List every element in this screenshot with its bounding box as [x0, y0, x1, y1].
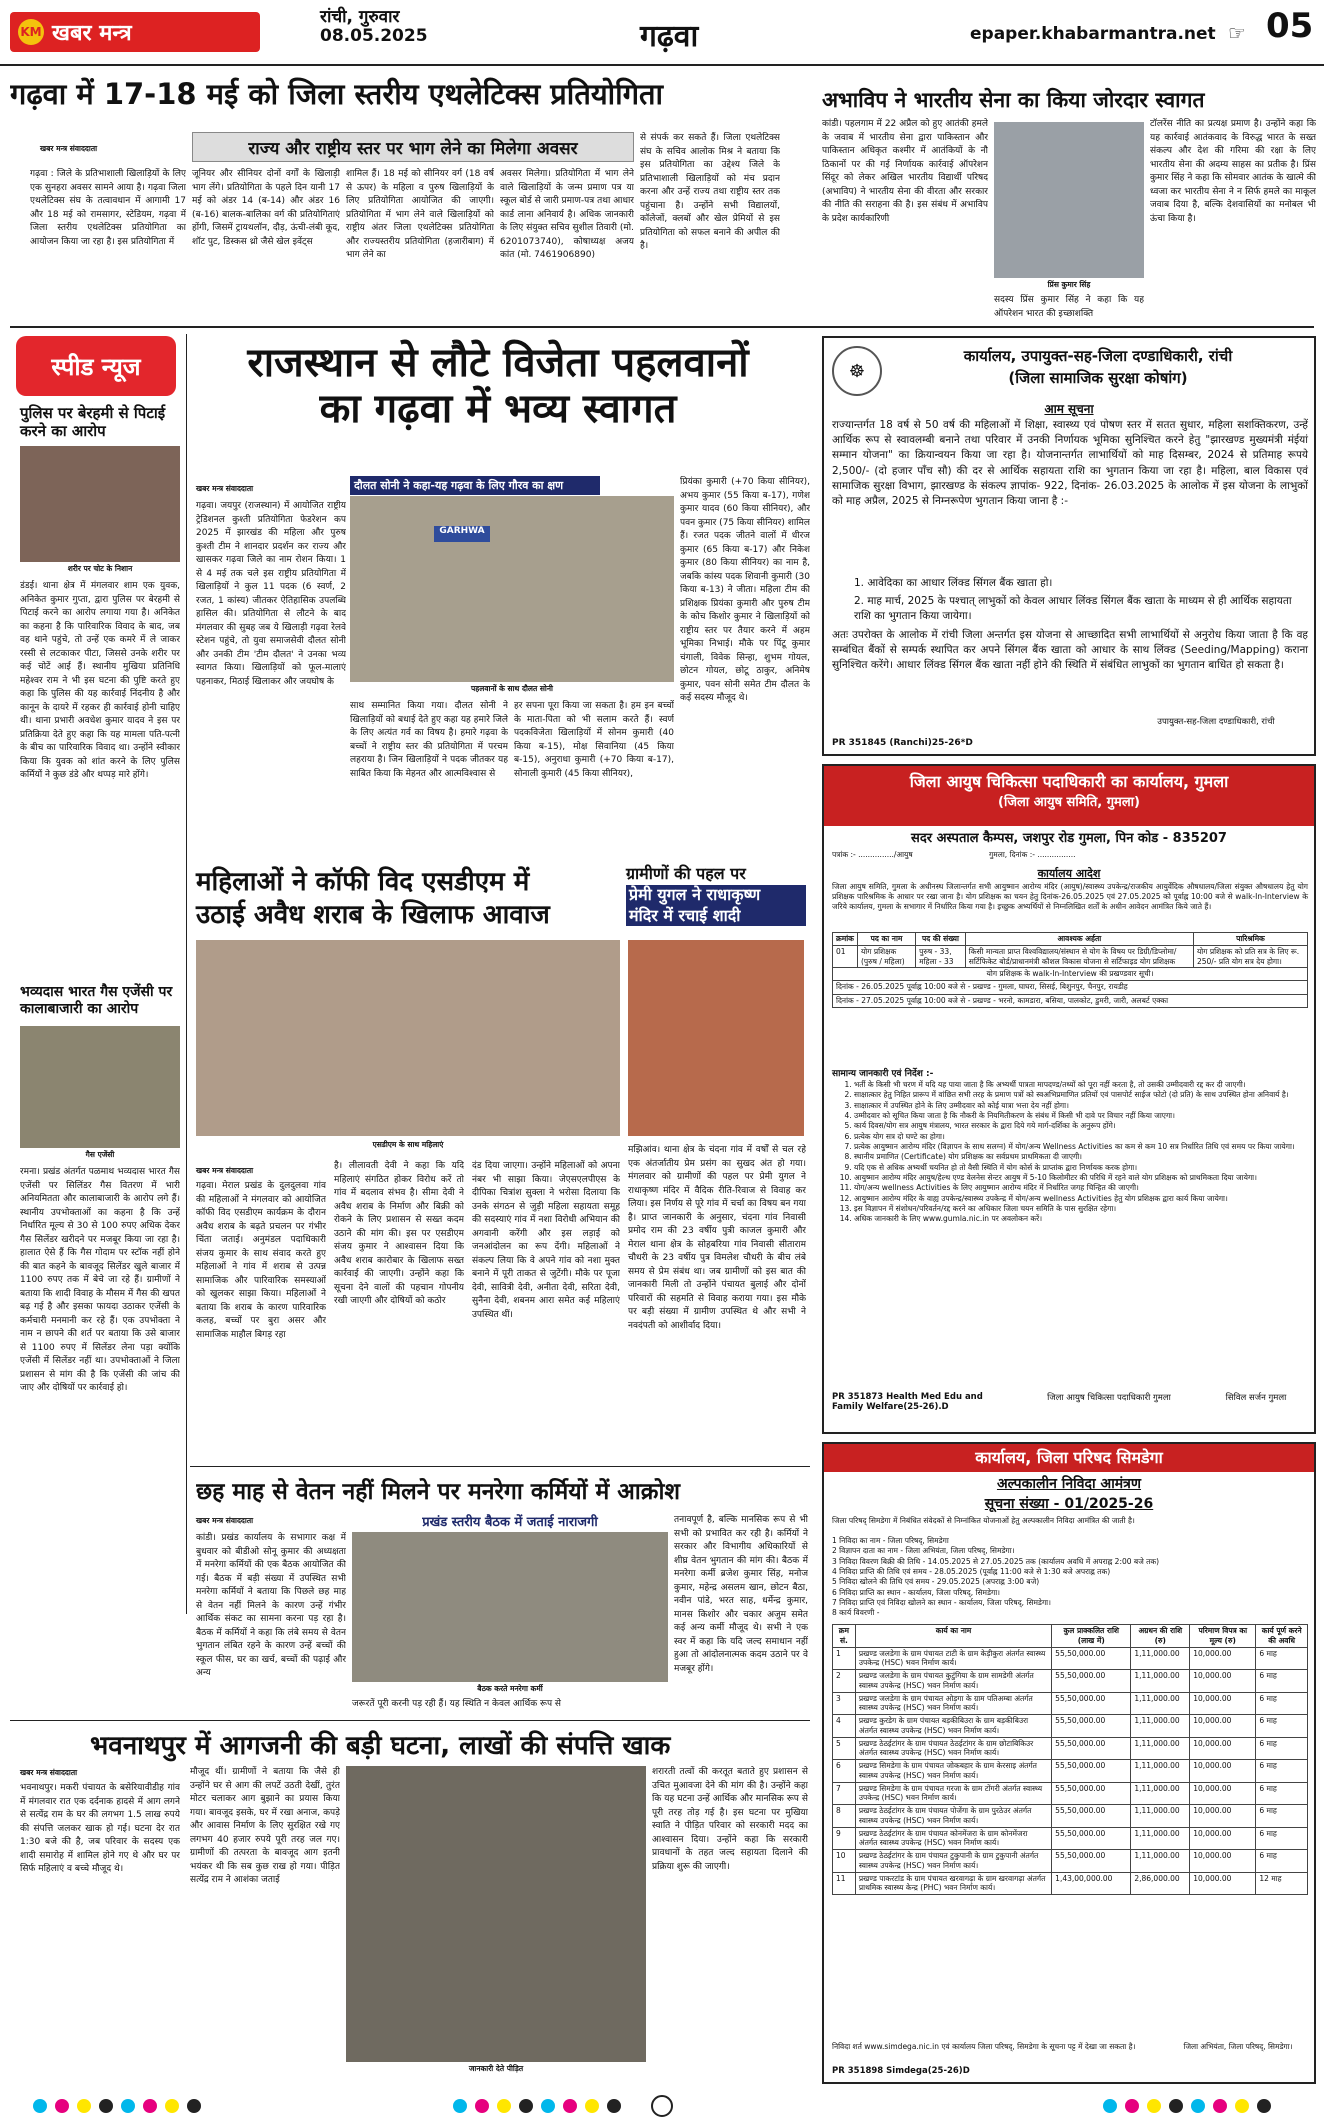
ad3-td: 1,11,000.00 — [1131, 1827, 1190, 1850]
ad1-point2: 2. माह मार्च, 2025 के पश्चात् लाभुकों को केवल आधार लिंक्ड सिंगल बैंक खाता के माध्यम से ही आर्थिक सहायता राशि का भुगतान किया जायेगा। — [854, 595, 1292, 623]
masthead-dateline — [320, 8, 428, 45]
ad3-td: 55,50,000.00 — [1052, 1782, 1131, 1805]
ad3-td: 6 माह — [1256, 1737, 1308, 1760]
story2-text-col2: सदस्य प्रिंस कुमार सिंह ने कहा कि यह ऑपरेशन भारत की इच्छाशक्ति — [994, 295, 1144, 319]
ad3-td: प्रखण्ड कुरडेग के ग्राम पंचायत बड़कीबिउरा के ग्राम बड़कीबिउरा अंतर्गत स्वास्थ्य उपकेन्द्र (HSC) भवन निर्माण कार्य। — [855, 1715, 1051, 1738]
story4-headline-line1: महिलाओं ने कॉफी विद एसडीएम में — [196, 867, 530, 897]
ad3-td: 55,50,000.00 — [1052, 1692, 1131, 1715]
ad3-td: 1,43,00,000.00 — [1052, 1872, 1131, 1895]
registration-dot — [1147, 2099, 1161, 2113]
story5-headline-line3: मंदिर में रचाई शादी — [626, 906, 806, 927]
table-row — [833, 1872, 1308, 1895]
ad3-title: कार्यालय, जिला परिषद सिमडेगा — [824, 1444, 1314, 1472]
speed-item1-body: डंडई। थाना क्षेत्र में मंगलवार शाम एक युवक, अनिकेत कुमार गुप्ता, द्वारा पुलिस पर बेरहमी से पिटाई करने का आरोप लगाया गया है। अनिकेत का कहना है कि पारिवारिक विवाद के बाद, जब वह थाने पहुंचे, तो उन्हें एक कमरे में ले जाकर रस्सी से लटकाकर पीटा, जिससे उनके शरीर पर कई चोटें आई हैं। स्थानीय मुखिया प्रतिनिधि महेश्वर राम ने भी इस घटना की पुष्टि करते हुए कहा कि पुलिस की यह कार्रवाई निंदनीय है और कानून के दायरे में रहकर ही कार्रवाई होनी चाहिए थी। थाना प्रभारी अवधेश कुमार यादव ने इस पर प्रतिक्रिया देते हुए कहा कि यह मामला पति-पत्नी के बीच का पारिवारिक विवाद था। उन्होंने स्वीकार किया कि युवक को शांत करने के लिए पुलिस कर्मियों ने कुछ डंडे और थप्पड़ मारे होंगे। — [20, 581, 180, 780]
ad3-td: प्रखण्ड पाकरटांड के ग्राम पंचायत खरवागढ़ा के ग्राम खरवागढ़ा अंतर्गत प्राथमिक स्वास्थ्य केन्द्र (PHC) भवन निर्माण कार्य। — [855, 1872, 1051, 1895]
ad3-td: प्रखण्ड सिमडेगा के ग्राम पंचायत गरजा के ग्राम टोंगरी अंतर्गत स्वास्थ्य उपकेन्द्र (HSC) भवन निर्माण कार्य। — [855, 1782, 1051, 1805]
ad2-rules-list — [844, 1080, 1308, 1225]
registration-dot — [607, 2099, 621, 2113]
ad3-info: 1 निविदा का नाम - जिला परिषद्, सिमडेगा — [832, 1536, 949, 1545]
table-row — [833, 1850, 1308, 1873]
ad2-table-wrap — [832, 932, 1308, 1008]
masthead-date: 08.05.2025 — [320, 25, 428, 46]
ad3-td: 55,50,000.00 — [1052, 1715, 1131, 1738]
story3-text-col1: गढ़वा। जयपुर (राजस्थान) में आयोजित राष्ट्रीय ट्रेडिशनल कुश्ती प्रतियोगिता फेडरेशन कप 2025 में झारखंड की महिला और पुरुष कुश्ती टीम ने शानदार प्रदर्शन कर राज्य और खासकर गढ़वा जिले का नाम रोशन किया। 1 से 4 मई तक चले इस राष्ट्रीय प्रतियोगिता में खिलाड़ियों ने कुल 11 पदक (6 स्वर्ण, 2 रजत, 1 कांस्य) जीतकर ऐतिहासिक उपलब्धि हासिल की। प्रतियोगिता से लौटने के बाद मंगलवार की सुबह जब ये खिलाड़ी गढ़वा रेलवे स्टेशन पहुंचे, तो युवा समाजसेवी दौलत सोनी और उनकी टीम 'टीम दौलत' ने उनका भव्य स्वागत किया। खिलाड़ियों को फूल-मालाएं पहनाकर, मिठाई खिलाकर और जयघोष के — [196, 501, 346, 687]
brand-logo-icon: KM — [18, 19, 44, 45]
ad2-day2: दिनांक - 27.05.2025 पूर्वाह्न 10:00 बजे से - प्रखण्ड - भरनो, कामडारा, बसिया, पालकोट, डुमरी, जारी, अलबर्ट एक्का — [832, 995, 1308, 1008]
ad3-td: 7 — [833, 1782, 856, 1805]
ad3-td: 10,000.00 — [1190, 1737, 1256, 1760]
ad2-intro: जिला आयुष समिति, गुमला के अधीनस्थ जिलान्तर्गत सभी आयुष्मान आरोग्य मंदिर (आयुष)/स्वास्थ्य उपकेन्द्र/राजकीय आयुर्वेदिक औषधालय/जिला संयुक्त औषधालय हेतु योग प्रशिक्षक पारिश्रमिक के आधार पर रखा जाना है। योग प्रशिक्षक का चयन हेतु दिनांक-26.05.2025 एवं 27.05.2025 को पूर्वाह्न 10:00 बजे से walk-In-Interview के जरिये कार्यालय, गुमला के सभागार में निर्धारित किया गया है। इच्छुक अभ्यर्थियों से निम्नलिखित शर्तों के अधीन आवेदन आमंत्रित किये जाते हैं। — [832, 882, 1308, 912]
ad1-notice-label: आम सूचना — [1044, 402, 1094, 416]
ad3-td: 6 माह — [1256, 1670, 1308, 1693]
ad3-table-wrap — [832, 1624, 1308, 1895]
story4-text-col3: दंड दिया जाएगा। उन्होंने महिलाओं को अपना नंबर भी साझा किया। जेएसएलपीएस के दीपिका चित्रांश सुक्ला ने भरोसा दिलाया कि उनके संगठन से जुड़ी महिला सहायता समूह की सदस्याएं गांव में नशा विरोधी अभियान की अगवानी करेंगी और इस लड़ाई को जनआंदोलन का रूप देंगी। महिलाओं ने संकल्प लिया कि वे अपने गांव को नशा मुक्त बनाने में पूरी ताकत से जुटेंगी। मौके पर पूजा देवी, सावित्री देवी, अनीता देवी, सरिता देवी, सुनैना देवी, शबनम आरा समेत कई महिलाएं उपस्थित थीं। — [472, 1161, 620, 1320]
registration-crosshair — [652, 2096, 672, 2116]
ad3-td: 10,000.00 — [1190, 1872, 1256, 1895]
registration-dot — [77, 2099, 91, 2113]
ad3-info-list — [832, 1536, 1308, 1619]
speed-news-label: स्पीड न्यूज — [16, 336, 176, 396]
ad2-rule: 12. आयुष्मान आरोग्य मंदिर के वाह्य उपकेन्द्र/स्वास्थ्य उपकेन्द्र में योग/अन्य wellness Activities हेतु योग प्रशिक्षक द्वारा कार्य किया जायेगा। — [854, 1194, 1308, 1204]
ad3-line2: अल्पकालीन निविदा आमंत्रण — [996, 1476, 1142, 1492]
registration-dot — [187, 2099, 201, 2113]
ad3-td: 55,50,000.00 — [1052, 1647, 1131, 1670]
ad2-subtitle: (जिला आयुष समिति, गुमला) — [998, 795, 1140, 810]
ad3-td: 1,11,000.00 — [1131, 1737, 1190, 1760]
registration-dot — [1257, 2099, 1271, 2113]
ad3-td: 6 माह — [1256, 1850, 1308, 1873]
story3-byline: खबर मन्त्र संवाददाता — [196, 484, 254, 493]
story7-byline: खबर मन्त्र संवाददाता — [20, 1768, 78, 1777]
ad3-td: 10,000.00 — [1190, 1647, 1256, 1670]
ad3-td: 6 माह — [1256, 1760, 1308, 1783]
ad-gumla-ayush — [822, 764, 1316, 1434]
registration-dot — [519, 2099, 533, 2113]
ad3-td: प्रखण्ड जलडेगा के ग्राम पंचायत कुटुंगिया के ग्राम सामडेगी अंतर्गत स्वास्थ्य उपकेन्द्र (HSC) भवन निर्माण कार्य। — [855, 1670, 1051, 1693]
section-name: गढ़वा — [640, 19, 699, 54]
ad2-address: सदर अस्पताल कैम्पस, जशपुर रोड गुमला, पिन कोड - 835207 — [911, 831, 1227, 846]
table-row — [833, 1647, 1308, 1670]
ad3-td: 6 माह — [1256, 1692, 1308, 1715]
registration-dot — [165, 2099, 179, 2113]
table-row — [833, 1715, 1308, 1738]
ad2-td: 01 — [833, 945, 858, 968]
ad3-td: 1,11,000.00 — [1131, 1692, 1190, 1715]
story3-headline-line2: का गढ़वा में भव्य स्वागत — [319, 386, 677, 432]
ad3-table-header — [833, 1625, 1308, 1648]
story2-text-col3: टॉलरेंस नीति का प्रत्यक्ष प्रमाण है। उन्होंने कहा कि यह कार्रवाई आतंकवाद के विरुद्ध भारत के सख्त संकल्प और देश की गरिमा की रक्षा के लिए भारतीय सेना की अदम्य साहस का प्रतीक है। प्रिंस कुमार सिंह ने कहा कि सोमवार आतंक के खात्मे की ध्वजा कर भारतीय सेना ने न सिर्फ हमले का माकूल जवाब दिया है, बल्कि देशवासियों का मनोबल भी ऊंचा किया है। — [1150, 119, 1316, 224]
ad3-td: 1,11,000.00 — [1131, 1782, 1190, 1805]
ad3-td: 10,000.00 — [1190, 1850, 1256, 1873]
ad2-title: जिला आयुष चिकित्सा पदाधिकारी का कार्यालय, गुमला — [909, 772, 1229, 791]
ad2-pr-number: PR 351873 Health Med Edu and Family Welfare(25-26).D — [832, 1392, 983, 1412]
registration-dot — [33, 2099, 47, 2113]
ad2-signature2: सिविल सर्जन गुमला — [1225, 1393, 1287, 1403]
ad3-info: 8 कार्य विवरणी - — [832, 1608, 880, 1618]
story4-photo-caption: एसडीएम के साथ महिलाएं — [372, 1140, 444, 1149]
ad3-td: 12 माह — [1256, 1872, 1308, 1895]
ad2-rule: 11. योग/अन्य wellness Activities के लिए आयुष्मान आरोग्य मंदिर में निर्धारित जगह चिन्हित की जाएगी। — [854, 1183, 1308, 1193]
ad3-info: 6 निविदा प्राप्ति का स्थान - कार्यालय, जिला परिषद्, सिमडेगा। — [832, 1587, 1001, 1597]
ad1-title: कार्यालय, उपायुक्त-सह-जिला दण्डाधिकारी, रांची — [963, 347, 1233, 365]
ad2-td: पुरुष - 33, महिला - 33 — [916, 945, 966, 968]
ad3-td: 1 — [833, 1647, 856, 1670]
ad3-td: 9 — [833, 1827, 856, 1850]
ad3-td: 55,50,000.00 — [1052, 1737, 1131, 1760]
story1-headline: गढ़वा में 17-18 मई को जिला स्तरीय एथलेटिक्स प्रतियोगिता — [10, 77, 664, 111]
emblem-icon: ☸ — [832, 346, 882, 396]
story2-text-col1: कांडी। पहलगाम में 22 अप्रैल को हुए आतंकी हमले के जवाब में भारतीय सेना द्वारा पाकिस्तान और पाकिस्तान अधिकृत कश्मीर में आतंकियों के नौ ठिकानों पर की गई निर्णायक कार्रवाई ऑपरेशन सिंदूर को लेकर अखिल भारतीय विद्यार्थी परिषद (अभाविप) ने भारतीय सेना की वीरता और सरकार की नीति की सराहना की है। इस संबंध में अभाविप के प्रदेश कार्यकारिणी — [822, 119, 988, 224]
speed-item2-caption: गैस एजेंसी — [85, 1150, 115, 1159]
story1-text-col3: शामिल हैं। 18 मई को सीनियर वर्ग (18 वर्ष से ऊपर) के महिला व पुरुष खिलाड़ियों के लिए प्रतियोगिता आयोजित की जाएगी। प्रतियोगिता में भाग लेने वाले खिलाड़ियों को राष्ट्रीय अंतर जिला एथलेटिक्स प्रतियोगिता और राज्यस्तरीय प्रतियोगिता (हजारीबाग) में भाग लेने का — [346, 169, 494, 260]
story3-text-col3: हर सपना पूरा किया जा सकता है। हम इन बच्चों के माता-पिता को भी सलाम करते हैं। स्वर्ण पदकविजेता खिलाड़ियों में सोनम कुमारी (40 किया ब-15), मोक्ष सिवानिया (45 किया ब-15), अनुराधा कुमारी (+70 किया ब-17), सोनाली कुमारी (45 किया सीनियर), — [514, 701, 674, 779]
ad1-subtitle: (जिला सामाजिक सुरक्षा कोषांग) — [1008, 369, 1188, 387]
story6-photo-caption: बैठक करते मनरेगा कर्मी — [477, 1684, 543, 1693]
story3-photo-banner: GARHWA — [434, 526, 490, 542]
ad2-rule: 13. इस विज्ञापन में संशोधन/परिवर्तन/रद्द करने का अधिकार जिला चयन समिति के पास सुरक्षित रहेगा। — [854, 1204, 1308, 1214]
ad3-td: 6 माह — [1256, 1827, 1308, 1850]
epaper-url[interactable]: epaper.khabarmantra.net — [970, 24, 1216, 44]
registration-dot — [143, 2099, 157, 2113]
ad3-td: प्रखण्ड सिमडेगा के ग्राम पंचायत जोकबहार के ग्राम केरसाइ अंतर्गत स्वास्थ्य उपकेन्द्र (HSC) भवन निर्माण कार्य। — [855, 1760, 1051, 1783]
ad3-th: क्रम सं. — [833, 1625, 856, 1648]
ad3-intro: जिला परिषद् सिमडेगा में निबंधित संवेदकों से निम्नांकित योजनाओं हेतु अल्पकालीन निविदा आमंत्रित की जाती है। — [832, 1516, 1135, 1525]
table-row — [833, 1737, 1308, 1760]
ad1-pr-number: PR 351845 (Ranchi)25-26*D — [832, 738, 973, 748]
table-row — [833, 1827, 1308, 1850]
speed-item1-photo — [20, 446, 180, 562]
ad3-td: 6 माह — [1256, 1647, 1308, 1670]
story6-byline: खबर मन्त्र संवाददाता — [196, 1516, 254, 1525]
ad2-td: योग प्रशिक्षक को प्रति सत्र के लिए रू. 250/- प्रति योग सत्र देय होगा। — [1193, 945, 1307, 968]
story3-headline — [190, 340, 806, 432]
registration-dot — [497, 2099, 511, 2113]
speed-item1-headline: पुलिस पर बेरहमी से पिटाई करने का आरोप — [20, 404, 166, 440]
top-divider — [10, 326, 1314, 328]
ad3-th: परिमाण विपत्र का मूल्य (रु) — [1190, 1625, 1256, 1648]
story3-text-col4: प्रियंका कुमारी (+70 किया सीनियर), अभय कुमार (55 किया ब-17), गणेश कुमार यादव (60 किया सीनियर), और पवन कुमार (75 किया सीनियर) शामिल हैं। रजत पदक जीतने वालों में धीरज कुमार (65 किया ब-17) और निकेश कुमार (80 किया सीनियर) का नाम है, जबकि कांस्य पदक शिवानी कुमारी (30 किया ब-13) ने जीता। महिला टीम की प्रशिक्षक प्रियंका कुमारी और पुरुष टीम के कोच किशोर कुमार ने खिलाड़ियों को राष्ट्रीय स्तर पर तैयार करने में अहम भूमिका निभाई। मौके पर पिंटू कुमार चंगाली, विवेक सिन्हा, शुभम गोयल, छोटन गोयल, छोटू ठाकुर, अनिमेष कुमार, पवन सोनी समेत टीम दौलत के कई सदस्य मौजूद थे। — [680, 477, 810, 703]
ad3-td: 1,11,000.00 — [1131, 1647, 1190, 1670]
ad2-table-header — [833, 933, 1308, 946]
registration-dot — [541, 2099, 555, 2113]
story7-text-col1: भवनाथपुर। मकरी पंचायत के बसेरियावीडीह गांव में मंगलवार रात एक दर्दनाक हादसे में आग लगने से सत्येंद्र राम के घर की लगभग 1.5 लाख रुपये की संपत्ति जलकर खाक हो गई। घटना देर रात 1:30 बजे की है, जब परिवार के सदस्य एक शादी समारोह में शामिल होने गए थे और घर पर सिर्फ महिलाएं व बच्चे मौजूद थे। — [20, 1783, 180, 1874]
ad2-signature1: जिला आयुष चिकित्सा पदाधिकारी गुमला — [1047, 1393, 1171, 1403]
ad3-th: कार्य का नाम — [855, 1625, 1051, 1648]
ad3-pr-number: PR 351898 Simdega(25-26)D — [832, 2066, 970, 2076]
ad2-td: किसी मान्यता प्राप्त विश्वविद्यालय/संस्थान से योग के विषय पर डिग्री/डिप्लोमा/सर्टिफिकेट बोर्ड/प्राधानमंत्री कौशल विकास योजना से सर्टिफाइड योग प्रशिक्षक — [965, 945, 1193, 968]
ad3-td: 11 — [833, 1872, 856, 1895]
registration-marks-icon — [0, 2090, 1324, 2125]
ad2-rule: 1. भर्ती के किसी भी चरण में यदि यह पाया जाता है कि अभ्यर्थी पात्रता मापदण्ड/तथ्यों को पूरा नहीं करता है, तो उसकी उम्मीदवारी रद्द कर दी जाएगी। — [854, 1080, 1308, 1090]
ad2-order-label: कार्यालय आदेश — [1037, 867, 1101, 880]
ad1-point1: 1. आवेदिका का आधार लिंक्ड सिंगल बैंक खाता हो। — [854, 577, 1053, 589]
registration-dot — [475, 2099, 489, 2113]
ad2-day1: दिनांक - 26.05.2025 पूर्वाह्न 10:00 बजे से - प्रखण्ड - गुमला, घाघरा, सिसई, बिशुनपुर, चैनपुर, रायडीह — [832, 981, 1308, 994]
table-row — [833, 1805, 1308, 1828]
ad3-td: 3 — [833, 1692, 856, 1715]
page-number: 05 — [1266, 6, 1314, 46]
registration-dot — [1103, 2099, 1117, 2113]
ad3-td: 2,86,000.00 — [1131, 1872, 1190, 1895]
registration-dot — [1235, 2099, 1249, 2113]
ad3-td: 1,11,000.00 — [1131, 1850, 1190, 1873]
story4-headline — [196, 866, 626, 931]
ad2-th: पद की संख्या — [916, 933, 966, 946]
ad2-th: पारिश्रमिक — [1193, 933, 1307, 946]
ad3-td: 10,000.00 — [1190, 1670, 1256, 1693]
ad3-td: 6 — [833, 1760, 856, 1783]
ad3-td: 6 माह — [1256, 1805, 1308, 1828]
story6-subhead: प्रखंड स्तरीय बैठक में जताई नाराजगी — [422, 1515, 598, 1530]
ad3-td: 1,11,000.00 — [1131, 1760, 1190, 1783]
ad3-info: 7 निविदा प्राप्ति एवं निविदा खोलने का स्थान - कार्यालय, जिला परिषद्, सिमडेगा। — [832, 1598, 1051, 1608]
ad1-body: राज्यान्तर्गत 18 वर्ष से 50 वर्ष की महिलाओं में शिक्षा, स्वास्थ्य एवं पोषण स्तर में सतत सुधार, महिला सशक्तिकरण, उन्हें आर्थिक रूप से स्वावलम्बी बनाने तथा परिवार में उनकी निर्णायक भूमिका सुनिश्चित करने हेतु "झारखण्ड मुख्यमंत्री मंईयां सम्मान योजना" का क्रियान्वयन किया जा रहा है। योजनान्तर्गत लाभार्थियों को माह दिसम्बर, 2024 से प्रतिमाह रूपये 2,500/- (दो हजार पाँच सौ) की दर से आर्थिक सहायता राशि का भुगतान किया जा रहा है। महिला, बाल विकास एवं सामाजिक सुरक्षा विभाग, झारखण्ड के संकल्प ज्ञापांक- 922, दिनांक- 26.03.2025 के आलोक में इस योजना के लाभुकों को माह अप्रैल, 2025 से निम्नरूपेण भुगतान किया जाना है :- — [832, 419, 1308, 508]
story4-photo — [196, 940, 620, 1136]
ad3-td: 4 — [833, 1715, 856, 1738]
story5-body: मझिआंव। थाना क्षेत्र के चंदना गांव में वर्षों से चल रहे एक अंतर्जातीय प्रेम प्रसंग का सुखद अंत हो गया। मंगलवार को ग्रामीणों की पहल पर प्रेमी युगल ने राधाकृष्ण मंदिर में वैदिक रीति-रिवाज से विवाह कर लिया। इस निर्णय से पूरे गांव में चर्चा का विषय बन गया है। प्राप्त जानकारी के अनुसार, चंदना गांव निवासी प्रमोद राम की 23 वर्षीय पुत्री काजल कुमारी और मेराल थाना क्षेत्र के सोहबरिया गांव निवासी सीताराम चौधरी के 23 वर्षीय पुत्र विमलेश चौधरी के बीच लंबे समय से प्रेम संबंध था। जब ग्रामीणों को इस बात की जानकारी मिली तो उन्होंने पंचायत बुलाई और दोनों परिवारों की सहमति से विवाह कराया गया। इस मौके पर बड़ी संख्या में ग्रामीण उपस्थित थे और सभी ने नवदंपती को आशीर्वाद दिया। — [628, 1145, 806, 1331]
story3-photo-caption: पहलवानों के साथ दौलत सोनी — [471, 684, 553, 693]
brand-logo — [10, 12, 260, 52]
ad3-td: 6 माह — [1256, 1715, 1308, 1738]
ad3-td: 10 — [833, 1850, 856, 1873]
story5-headline-line1: ग्रामीणों की पहल पर — [626, 864, 746, 883]
ad3-info: 3 निविदा विवरण बिक्री की तिथि - 14.05.2025 से 27.05.2025 तक (कार्यालय अवधि में अपराह्न 2:00 बजे तक) — [832, 1556, 1160, 1566]
ad2-rule: 8. स्थानीय प्रमाणित (Certificate) योग प्रशिक्षक का सर्वप्रथम प्राथमिकता दी जाएगी। — [854, 1152, 1308, 1162]
ad3-td: 5 — [833, 1737, 856, 1760]
speed-item1-caption: शरीर पर चोट के निशान — [67, 564, 133, 573]
ad3-td: 2 — [833, 1670, 856, 1693]
story7-text-col2: मौजूद थीं। ग्रामीणों ने बताया कि जैसे ही उन्होंने घर से आग की लपटें उठती देखीं, तुरंत मोटर चलाकर आग बुझाने का प्रयास किया गया। बावजूद इसके, घर में रखा अनाज, कपड़े और आवास निर्माण के लिए सुरक्षित रखे गए लगभग 40 हजार रुपये पूरी तरह जल गए। ग्रामीणों की तत्परता के बावजूद आग इतनी भयंकर थी कि सब कुछ राख हो गया। पीड़ित सत्येंद्र राम ने आशंका जताई — [190, 1767, 340, 1885]
table-row — [833, 1760, 1308, 1783]
ad3-td: प्रखण्ड ठेठईटांगर के ग्राम पंचायत पोजेंगा के ग्राम पुरठेउर अंतर्गत स्वास्थ्य उपकेन्द्र (HSC) भवन निर्माण कार्य। — [855, 1805, 1051, 1828]
registration-dot — [585, 2099, 599, 2113]
ad2-rule: 5. कार्य दिवस/योग सत्र आयुष मंत्रालय, भारत सरकार के द्वारा दिये गये मार्ग-दर्शिका के अनुरूप होंगे। — [854, 1121, 1308, 1131]
ad3-td: प्रखण्ड ठेठईटांगर के ग्राम पंचायत ठेठईटांगर के ग्राम छोटाबिकिउर अंतर्गत स्वास्थ्य उपकेन्द्र (HSC) भवन निर्माण कार्य। — [855, 1737, 1051, 1760]
ad3-info: 4 निविदा प्राप्ति की तिथि एवं समय - 28.05.2025 (पूर्वाह्न 11:00 बजे से 1:30 बजे अपराह्न तक) — [832, 1567, 1111, 1577]
ad-ranchi-notice — [822, 336, 1316, 756]
ad3-td: 55,50,000.00 — [1052, 1827, 1131, 1850]
ad2-rules-head: सामान्य जानकारी एवं निर्देश :- — [832, 1069, 934, 1079]
story1-text-col5: से संपर्क कर सकते हैं। जिला एथलेटिक्स संघ के सचिव आलोक मिश्र ने बताया कि इस प्रतियोगिता का उद्देश्य जिले के प्रतिभाशाली खिलाड़ियों को मंच प्रदान करना और उन्हें राज्य तथा राष्ट्रीय स्तर तक पहुंचाना है। उन्होंने सभी विद्यालयों, कॉलेजों, क्लबों और खेल प्रेमियों से इस प्रतियोगिता को सफल बनाने की अपील की है। — [640, 133, 780, 251]
story3-text-col2: साथ सम्मानित किया गया। दौलत सोनी ने खिलाड़ियों को बधाई देते हुए कहा यह हमारे जिले के लिए अत्यंत गर्व का विषय है। हमारे गढ़वा के बच्चों ने राष्ट्रीय स्तर की प्रतियोगिता में परचम लहराया है। जिन खिलाड़ियों ने पदक जीतकर यह साबित किया कि मेहनत और आत्मविश्वास से — [350, 701, 508, 779]
ad1-signature: उपायुक्त-सह-जिला दण्डाधिकारी, रांची — [1157, 717, 1275, 727]
ad3-td: 10,000.00 — [1190, 1692, 1256, 1715]
ad3-td: 55,50,000.00 — [1052, 1850, 1131, 1873]
print-registration-strip — [0, 2090, 1324, 2125]
story6-text-col2: जरूरतें पूरी करनी पड़ रही हैं। यह स्थिति न केवल आर्थिक रूप से — [352, 1699, 562, 1709]
registration-dot — [99, 2099, 113, 2113]
story1-byline: खबर मन्त्र संवाददाता — [40, 144, 98, 153]
registration-dot — [121, 2099, 135, 2113]
story1-subhead: राज्य और राष्ट्रीय स्तर पर भाग लेने का मिलेगा अवसर — [192, 132, 634, 162]
table-row — [833, 945, 1308, 968]
story3-headline-line1: राजस्थान से लौटे विजेता पहलवानों — [247, 340, 749, 386]
registration-dot — [55, 2099, 69, 2113]
ad2-rule: 7. प्रत्येक आयुष्मान आरोग्य मंदिर (विज्ञापन के साथ सलग्न) में योग/अन्य Wellness Activities का कम से कम 10 सत्र निर्धारित तिथि एवं समय पर किया जायेगा। — [854, 1142, 1308, 1152]
ad3-td: 55,50,000.00 — [1052, 1760, 1131, 1783]
ad3-td: प्रखण्ड जलडेगा के ग्राम पंचायत ओड़गा के ग्राम पतिअम्बा अंतर्गत स्वास्थ्य उपकेन्द्र (HSC) भवन निर्माण कार्य। — [855, 1692, 1051, 1715]
story5-photo — [628, 940, 804, 1136]
story7-text-col3: शरारती तत्वों की करतूत बताते हुए प्रशासन से उचित मुआवजा देने की मांग की है। उन्होंने कहा कि यह घटना उन्हें आर्थिक और मानसिक रूप से पूरी तरह तोड़ गई है। इस घटना पर मुखिया स्वाति ने पीड़ित परिवार को सरकारी मदद का आश्वासन दिया। उन्होंने कहा कि सरकारी प्रावधानों के तहत जल्द सहायता दिलाने की प्रक्रिया शुरू की जाएगी। — [652, 1767, 808, 1872]
registration-dot — [1169, 2099, 1183, 2113]
ad3-signature: जिला अभियंता, जिला परिषद्, सिमडेगा। — [1183, 2042, 1293, 2051]
story2-photo — [994, 122, 1144, 278]
story5-headline-line2: प्रेमी युगल ने राधाकृष्ण — [626, 885, 806, 906]
story5-headline — [626, 864, 806, 926]
masthead-city-day: रांची, गुरुवार — [320, 7, 400, 27]
registration-dot — [1125, 2099, 1139, 2113]
ad3-td: 10,000.00 — [1190, 1760, 1256, 1783]
story6-photo — [352, 1532, 668, 1682]
story4-headline-line2: उठाई अवैध शराब के खिलाफ आवाज — [196, 899, 550, 930]
table-row — [833, 1782, 1308, 1805]
ad2-td: योग प्रशिक्षक (पुरुष / महिला) — [857, 945, 915, 968]
ad2-rule: 6. प्रत्येक योग सत्र दो घण्टे का होगा। — [854, 1132, 1308, 1142]
ad3-td: प्रखण्ड जलडेगा के ग्राम पंचायत टाटी के ग्राम केड़ीकुरा अंतर्गत स्वास्थ्य उपकेन्द्र (HSC) भवन निर्माण कार्य। — [855, 1647, 1051, 1670]
table-row — [833, 1670, 1308, 1693]
ad3-line3: सूचना संख्या - 01/2025-26 — [984, 1496, 1154, 1512]
ad3-th: अग्रधन की राशि (रु) — [1131, 1625, 1190, 1648]
story1-text-col1: गढ़वा : जिले के प्रतिभाशाली खिलाड़ियों के लिए एक सुनहरा अवसर सामने आया है। गढ़वा जिला एथलेटिक्स संघ के तत्वावधान में आगामी 17 और 18 मई को रामसागर, स्टेडियम, गढ़वा में जिला स्तरीय एथलेटिक्स प्रतियोगिता का आयोजन किया जा रहा है। इस प्रतियोगिता में — [30, 169, 186, 247]
ad3-td: प्रखण्ड ठेठईटांगर के ग्राम पंचायत कोनमेंजरा के ग्राम कोनमेंजरा अंतर्गत स्वास्थ्य उपकेन्द्र (HSC) भवन निर्माण कार्य। — [855, 1827, 1051, 1850]
ad3-td: 1,11,000.00 — [1131, 1715, 1190, 1738]
story1-text-col4: अवसर मिलेगा। प्रतियोगिता में भाग लेने वाले खिलाड़ियों के जन्म प्रमाण पत्र या स्कूल बोर्ड से जारी प्रमाण-पत्र तथा आधार कार्ड लाना अनिवार्य है। अधिक जानकारी के लिए संयुक्त सचिव सुशील तिवारी (मो. 6201073740), कोषाध्यक्ष अजय कांत (मो. 7461906890) — [500, 169, 634, 260]
ad3-td: 6 माह — [1256, 1782, 1308, 1805]
ad3-info: 5 निविदा खोलने की तिथि एवं समय - 29.05.2025 (अपराह्न 3:00 बजे) — [832, 1577, 1040, 1587]
story7-photo — [346, 1766, 646, 2062]
ad2-rule: 3. साक्षात्कार में उपस्थित होने के लिए उम्मीदवार को कोई यात्रा भत्ता देय नहीं होगा। — [854, 1101, 1308, 1111]
ad3-td: 1,11,000.00 — [1131, 1670, 1190, 1693]
ad3-td: 10,000.00 — [1190, 1715, 1256, 1738]
ad2-rule: 14. अधिक जानकारी के लिए www.gumla.nic.in पर अवलोकन करें। — [854, 1214, 1308, 1224]
ad3-td: प्रखण्ड ठेठईटांगर के ग्राम पंचायत टुकुपानी के ग्राम टुकुपानी अंतर्गत स्वास्थ्य उपकेन्द्र (HSC) भवन निर्माण कार्य। — [855, 1850, 1051, 1873]
ad2-rule: 4. उम्मीदवार को सूचित किया जाता है कि नौकरी के नियमितीकरण के संबंध में किसी भी दावे पर विचार नहीं किया जाएगा। — [854, 1111, 1308, 1121]
ad3-table — [832, 1624, 1308, 1895]
ad2-rule: 2. साक्षात्कार हेतु निहित प्रारूप में वांछित सभी तरह के प्रमाण पत्रों को स्वअभिप्रमाणित प्रतियों एवं पासपोर्ट साईज फोटो (दो प्रति) के साथ उपस्थित होना अनिवार्य है। — [854, 1090, 1308, 1100]
ad3-td: 55,50,000.00 — [1052, 1805, 1131, 1828]
story7-photo-caption: जानकारी देते पीड़ित — [468, 2064, 524, 2073]
speed-item2-headline: भव्यदास भारत गैस एजेंसी पर कालाबाजारी का आरोप — [20, 984, 173, 1017]
mid-divider — [190, 1466, 810, 1467]
registration-dot — [453, 2099, 467, 2113]
story2-headline: अभाविप ने भारतीय सेना का किया जोरदार स्वागत — [822, 88, 1205, 112]
story4-text-col1: गढ़वा। मेराल प्रखंड के दुलदुलवा गांव की महिलाओं ने मंगलवार को आयोजित कॉफी विद एसडीएम कार्यक्रम के दौरान अवैध शराब के बढ़ते प्रचलन पर गंभीर चिंता जताई। अनुमंडल पदाधिकारी संजय कुमार के साथ संवाद करते हुए महिलाओं ने गांव में शराब से उत्पन्न सामाजिक और पारिवारिक समस्याओं को खुलकर साझा किया। महिलाओं ने बताया कि शराब के कारण पारिवारिक कलह, बच्चों पर बुरा असर और सामाजिक माहौल बिगड़ रहा — [196, 1181, 326, 1340]
ad1-closing: अतः उपरोक्त के आलोक में रांची जिला अन्तर्गत इस योजना से आच्छादित सभी लाभार्थियों से अनुरोध किया जाता है कि वह सम्बंधित बैंकों से सम्पर्क स्थापित कर अपने सिंगल बैंक खाता को आधार के साथ लिंक्ड (Seeding/Mapping) कराना सुनिश्चित करेंगे। आधार लिंक्ड सिंगल बैंक खाता नहीं होने की स्थिति में संबंधित लाभुकों का भुगतान बाधित हो सकता है। — [832, 629, 1308, 672]
ad3-td: 10,000.00 — [1190, 1805, 1256, 1828]
ad2-th: क्रमांक — [833, 933, 858, 946]
masthead — [0, 0, 1324, 66]
ad3-info: 2 विज्ञापन दाता का नाम - जिला अभियंता, जिला परिषद्, सिमडेगा। — [832, 1546, 1015, 1556]
ad3-td: 55,50,000.00 — [1052, 1670, 1131, 1693]
story3-photo — [350, 496, 674, 682]
cursor-icon: ☞ — [1228, 21, 1246, 45]
ad2-walkin: योग प्रशिक्षक के walk-In-Interview की प्रखण्डवार सूची। — [832, 968, 1308, 981]
ad2-th: पद का नाम — [857, 933, 915, 946]
story4-byline: खबर मन्त्र संवाददाता — [196, 1166, 254, 1175]
story1-text-col2: जूनियर और सीनियर दोनों वर्गों के खिलाड़ी भाग लेंगे। प्रतियोगिता के पहले दिन यानी 17 मई को अंडर 14 (ब-14) और अंडर 16 (ब-16) बालक-बालिका वर्ग की प्रतियोगिताएं होंगी, जिसमें ट्रायथलॉन, दौड़, ऊंची-लंबी कूद, शॉट पुट, डिस्कस थ्रो जैसे खेल इवेंट्स — [192, 169, 340, 247]
registration-dot — [1213, 2099, 1227, 2113]
ad3-td: 1,11,000.00 — [1131, 1805, 1190, 1828]
story6-headline: छह माह से वेतन नहीं मिलने पर मनरेगा कर्मियों में आक्रोश — [196, 1479, 681, 1505]
ad2-table — [832, 932, 1308, 968]
ad2-reference: पत्रांक :- .............../आयुष गुमला, दिनांक :- ................ — [832, 850, 1076, 859]
left-column-divider — [186, 334, 187, 1614]
ad2-rule: 9. यदि एक से अधिक अभ्यर्थी चयनित हो तो वैसी स्थिति में योग कोर्स के प्राप्तांक द्वारा निर्णायक करक होगा। — [854, 1163, 1308, 1173]
ad-simdega-tender — [822, 1442, 1316, 2084]
story2-photo-caption: प्रिंस कुमार सिंह — [1047, 280, 1091, 289]
speed-item2-body: रमना। प्रखंड अंतर्गत पळमाथ भव्यदास भारत गैस एजेंसी पर सिलिंडर गैस वितरण में भारी अनियमितता और कालाबाजारी के आरोप लगे हैं। स्थानीय उपभोक्ताओं का कहना है कि उन्हें निर्धारित मूल्य से 30 से 100 रुपए अधिक देकर गैस सिलेंडर खरीदने पर मजबूर किया जा रहा है। हालात ऐसे हैं कि गैस गोदाम पर स्टॉक नहीं होने की बात कहने के बावजूद सिलेंडर खुले बाजार में 1100 रुपए तक में बेचे जा रहे हैं। ग्रामीणों ने बताया कि शादी विवाह के मौसम में गैस की खपत बढ़ गई है और इसका फायदा उठाकर एजेंसी के कर्मचारी मनमानी कर रहे हैं। एक उपभोक्ता ने नाम न छापने की शर्त पर बताया कि उसे बाजार से 1100 रुपए में सिलेंडर लेना पड़ा क्योंकि एजेंसी में सिलेंडर नहीं था। उपभोक्ताओं ने जिला प्रशासन से मांग की है कि एजेंसी की जांच की जाए और दोषियों पर कार्रवाई हो। — [20, 1167, 180, 1393]
brand-name: खबर मन्त्र — [52, 21, 132, 46]
ad2-header — [824, 766, 1314, 826]
lower-divider — [10, 1720, 810, 1721]
ad2-rule: 10. आयुष्मान आरोग्य मंदिर आयुष/हेल्थ एण्ड वेलनेस सेन्टर आयुष में 5-10 किलोमीटर की परिधि में रहने वाले योग प्रशिक्षक को प्राथमिकता दिया जायेगा। — [854, 1173, 1308, 1183]
story3-photo-label: दौलत सोनी ने कहा-यह गढ़वा के लिए गौरव का क्षण — [350, 476, 600, 495]
story6-text-col3: तनावपूर्ण है, बल्कि मानसिक रूप से भी सभी को प्रभावित कर रही है। कर्मियों ने सरकार और विभागीय अधिकारियों से शीघ्र वेतन भुगतान की मांग की। बैठक में मनरेगा कर्मी ब्रजेश कुमार सिंह, मनोज कुमार, महेन्द्र असलम खान, छोटन बैठा, नवीन पांडे, भरत साह, धर्मेन्द्र कुमार, मानस किशोर और चकार अजुम समेत कई अन्य कर्मी मौजूद थे। सभी ने एक स्वर में कहा कि यदि जल्द समाधान नहीं हुआ तो आंदोलनात्मक कदम उठाने पर वे मजबूर होंगे। — [674, 1515, 808, 1674]
registration-dot — [563, 2099, 577, 2113]
registration-dot — [1191, 2099, 1205, 2113]
story4-text-col2: है। लीलावती देवी ने कहा कि यदि महिलाएं संगठित होकर विरोध करें तो गांव में बदलाव संभव है। सीमा देवी ने अवैध शराब के निर्माण और बिक्री को रोकने के लिए प्रशासन से सख्त कदम उठाने की मांग की। इस पर एसडीएम संजय कुमार ने आश्वासन दिया कि अवैध शराब कारोबार के खिलाफ सख्त कार्रवाई की जाएगी। उन्होंने कहा कि सूचना देने वालों की पहचान गोपनीय रखी जाएगी और दोषियों को कठोर — [334, 1161, 464, 1306]
ad3-th: कार्य पूर्ण करने की अवधि — [1256, 1625, 1308, 1648]
ad3-td: 10,000.00 — [1190, 1827, 1256, 1850]
ad3-footer: निविदा शर्त www.simdega.nic.in एवं कार्यालय जिला परिषद्, सिमडेगा के सूचना पट्ट में देखा जा सकता है। — [832, 2042, 1136, 2051]
speed-item2-photo — [20, 1026, 180, 1148]
ad3-td: 10,000.00 — [1190, 1782, 1256, 1805]
ad3-th: कुल प्राक्कलित राशि (लाख में) — [1052, 1625, 1131, 1648]
table-row — [833, 1692, 1308, 1715]
ad3-td: 8 — [833, 1805, 856, 1828]
story6-text-col1: कांडी। प्रखंड कार्यालय के सभागार कक्ष में बुधवार को बीडीओ सोनू कुमार की अध्यक्षता में मनरेगा कर्मियों की एक बैठक आयोजित की गई। बैठक में बड़ी संख्या में उपस्थित सभी मनरेगा कर्मियों ने बताया कि पिछले छह माह से वेतन नहीं मिलने के कारण उन्हें गंभीर आर्थिक संकट का सामना करना पड़ रहा है। बैठक में कर्मियों ने कहा कि लंबे समय से वेतन भुगतान लंबित रहने के कारण उन्हें बच्चों की स्कूल फीस, घर का खर्च, बच्चों की पढ़ाई और अन्य — [196, 1533, 346, 1678]
story7-headline: भवनाथपुर में आगजनी की बड़ी घटना, लाखों की संपत्ति खाक — [90, 1731, 671, 1761]
ad2-th: आवश्यक अर्हता — [965, 933, 1193, 946]
